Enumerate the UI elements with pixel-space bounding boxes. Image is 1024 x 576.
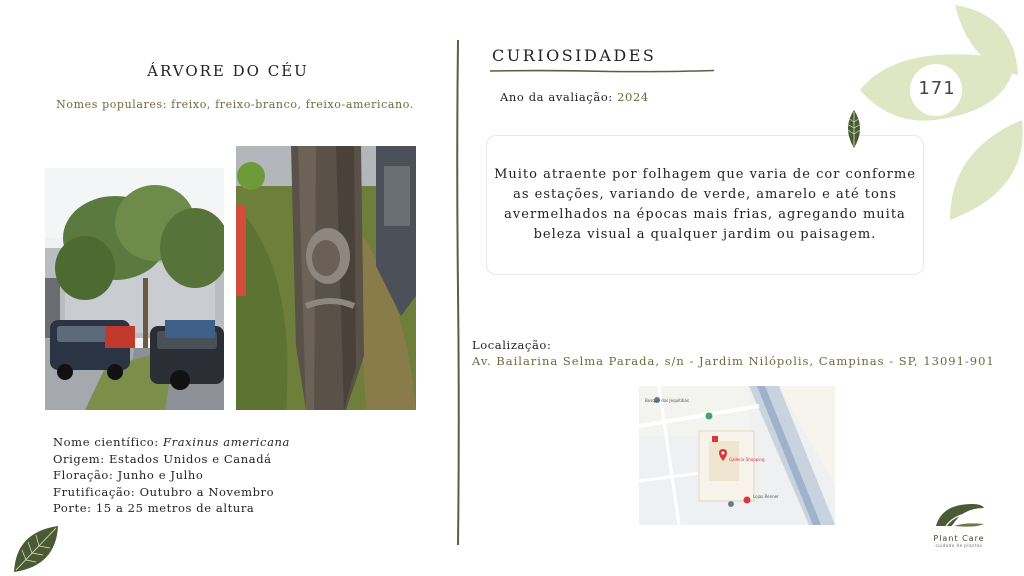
origin-row: Origem: Estados Unidos e Canadá [53,451,272,466]
scientific-name-row: Nome científico: Fraxinus americana [53,435,290,449]
trunk-photo [236,146,416,410]
popular-names: Nomes populares: freixo, freixo-branco, freixo-americano. [56,98,414,111]
plant-info [53,434,290,517]
column-divider [455,40,461,545]
tree-photo [45,168,224,410]
logo-tagline: cuidado de plantas [935,543,983,548]
section-title: CURIOSIDADES [492,46,657,65]
leaf-cluster-icon [840,0,1024,230]
plant-care-logo-icon [932,500,986,530]
location-label: Localização: [472,338,552,352]
location-address: Av. Bailarina Selma Parada, s/n - Jardim Nilópolis, Campinas - SP, 13091-901 [472,354,995,368]
plant-title: ÁRVORE DO CÉU [147,62,309,80]
size-row: Porte: 15 a 25 metros de altura [53,501,255,515]
location-map[interactable] [639,386,835,525]
bottom-leaf-icon [10,522,62,576]
evaluation-year: Ano da avaliação: 2024 [500,90,649,104]
description-text: Muito atraente por folhagem que varia de cor conforme as estações, variando de verde, amarelo e até tons avermelhados na épocas mais frias, agregando muita beleza visual a qualquer jardim ou paisagem. [494,167,916,242]
svg-text:Bosque dos Jequitibás: Bosque dos Jequitibás [645,398,690,403]
svg-text:Galleria Shopping: Galleria Shopping [729,457,765,462]
scientific-name: Fraxinus americana [163,435,290,449]
svg-text:Lojas Renner: Lojas Renner [753,494,779,499]
plant-care-logo [918,500,1000,552]
fruiting-row: Frutificação: Outubro a Novembro [53,484,275,499]
logo-name: Plant Care [933,534,985,543]
year-value: 2024 [617,90,649,104]
page-number: 171 [918,78,956,99]
title-underline [490,68,714,74]
flowering-row: Floração: Junho e Julho [53,468,204,482]
small-leaf-icon [842,108,866,150]
